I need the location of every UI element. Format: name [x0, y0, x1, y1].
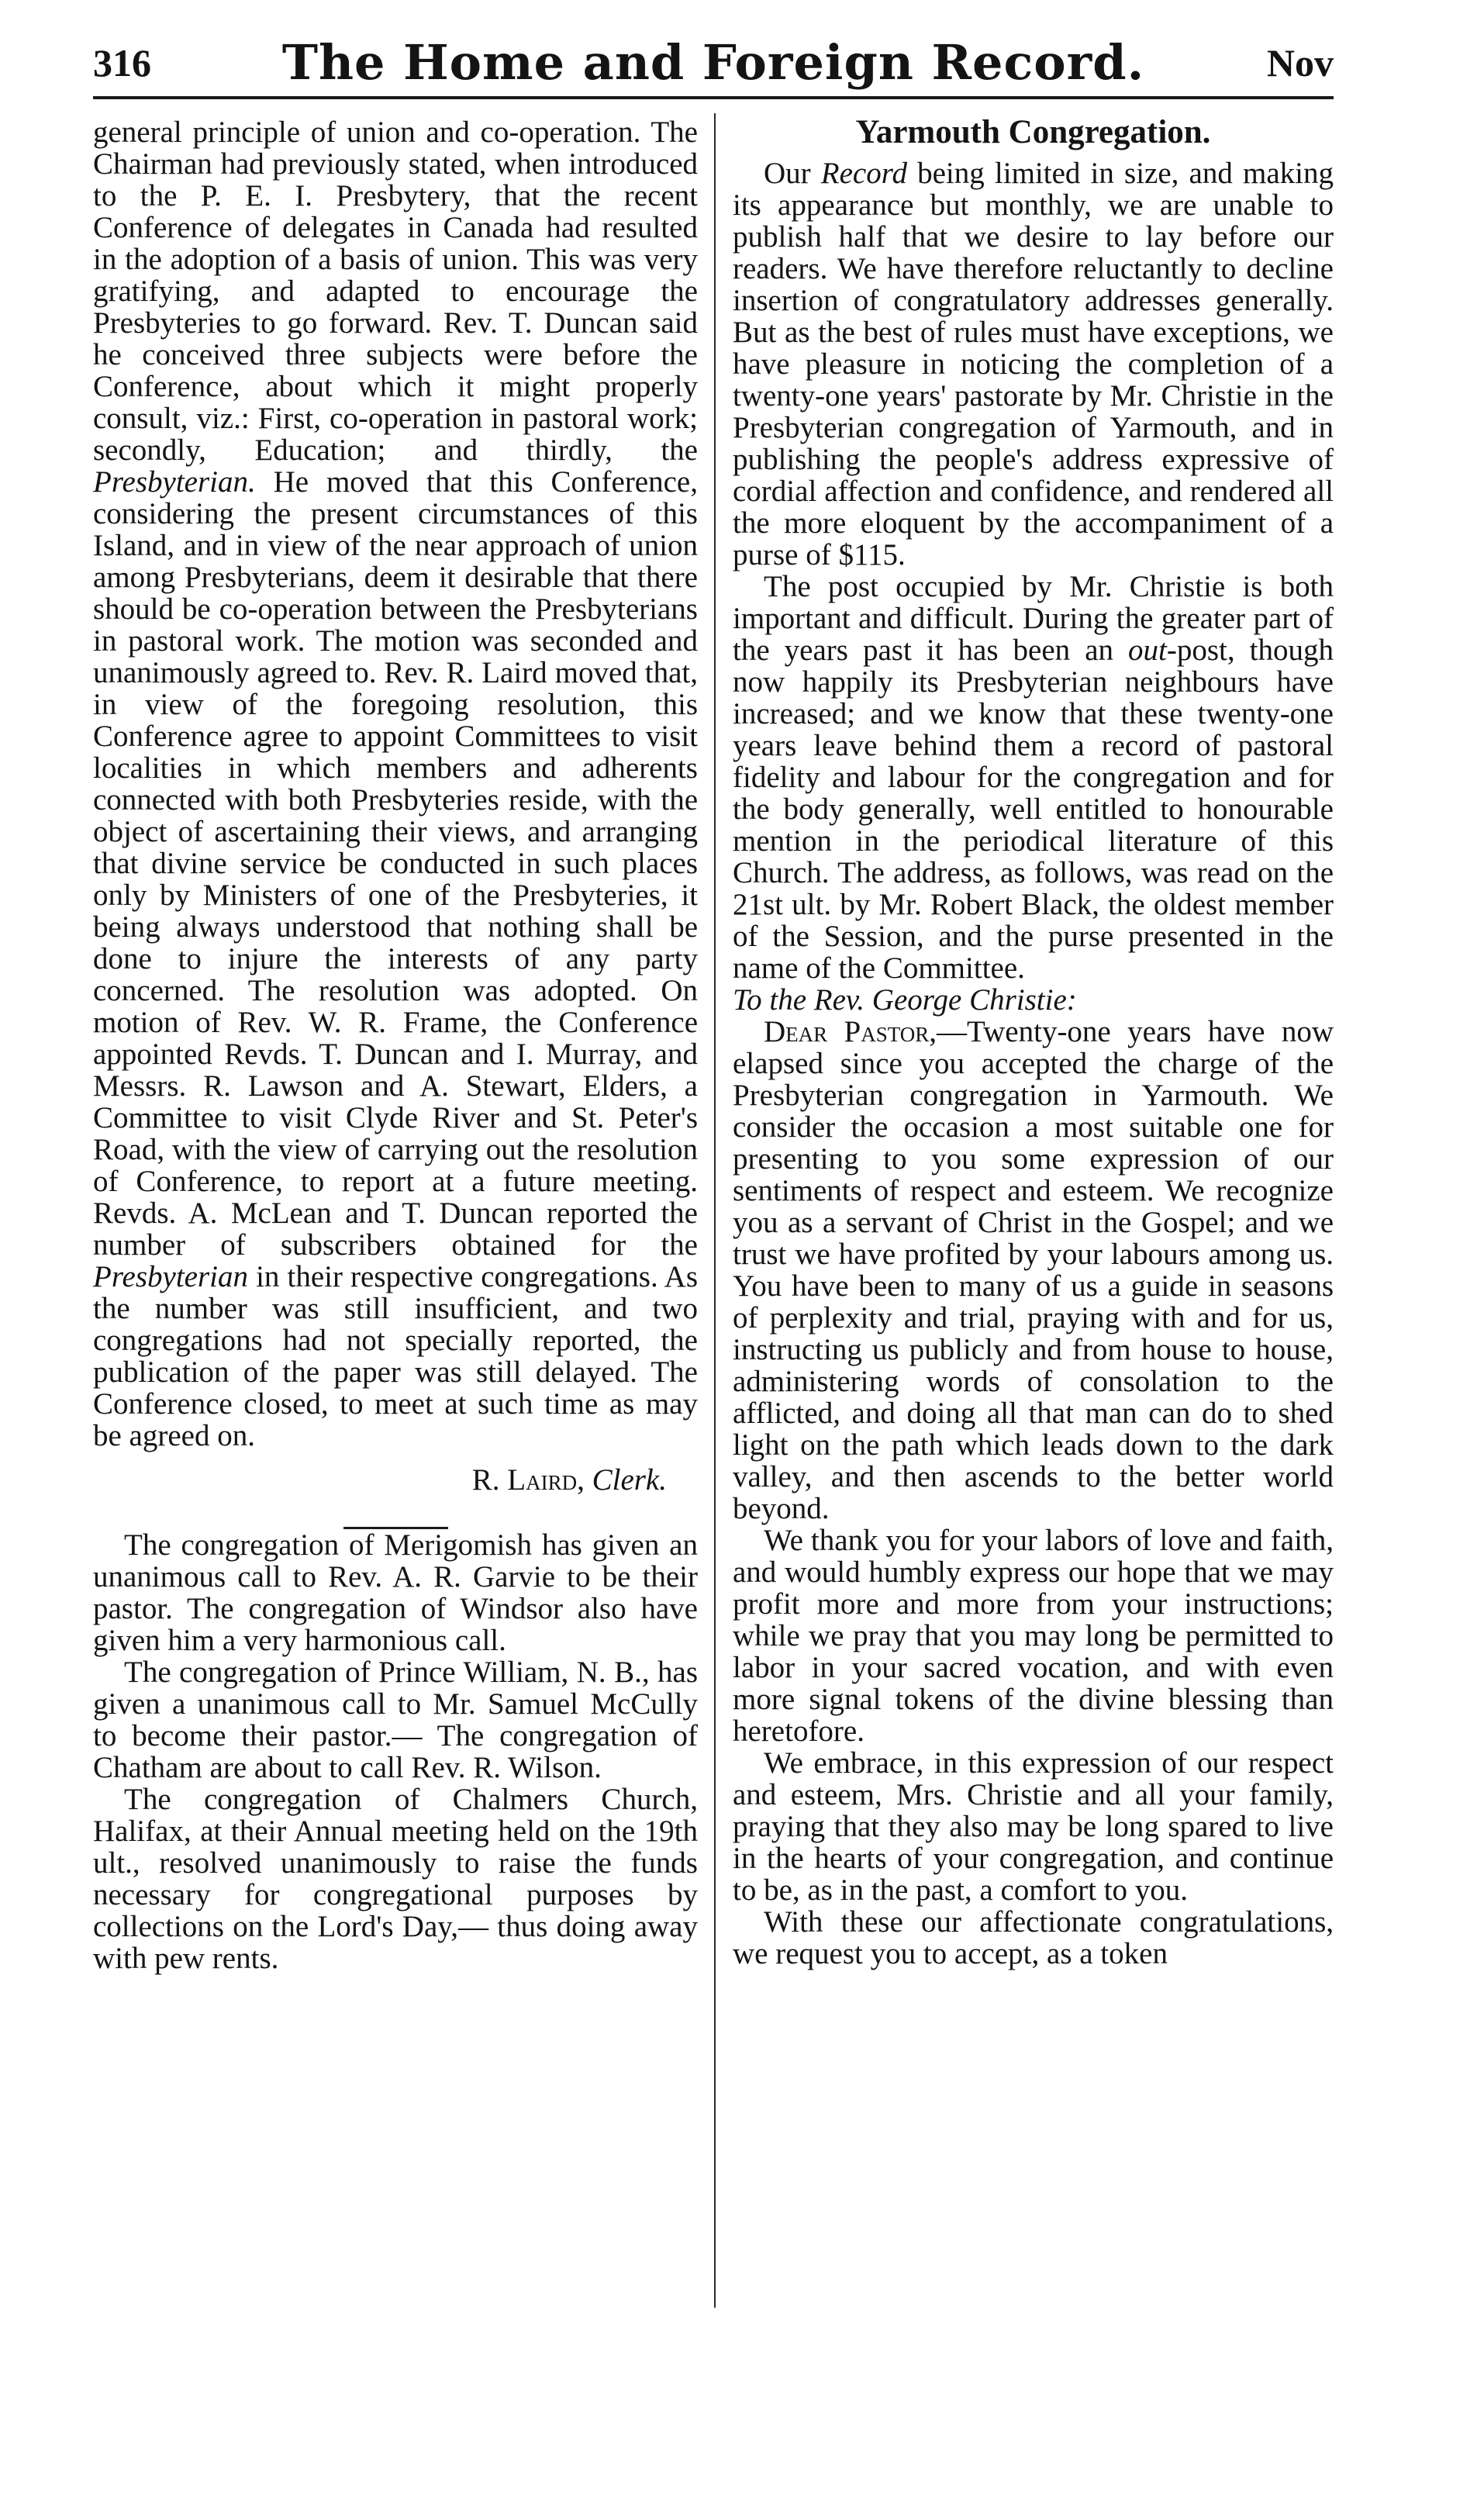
- column-divider: [714, 113, 716, 2308]
- record-paragraph: Our Record being limited in size, and making its appearance but monthly, we are unable to publish half that we desire to lay before our readers. We have therefore reluctantly to decline insertion of congratulatory addresses generally. But as the best of rules must have exceptions, we have pleasure in noticing the completion of a twenty-one years' pastorate by Mr. Christie in the Presbyterian congregation of Yarmouth, and in publishing the people's address expressive of cordial affection and confidence, and rendered all the more eloquent by the accompaniment of a purse of $115.: [733, 157, 1334, 571]
- page-number: 316: [93, 41, 151, 85]
- chalmers-church-paragraph: The congregation of Chalmers Church, Halifax, at their Annual meeting held on the 19th ult., resolved unanimously to raise the funds necessary for congregational purposes by collections on the Lord's Day,— thus doing away with pew rents.: [93, 1783, 698, 1975]
- conference-report-paragraph: general principle of union and co-operation. The Chairman had previously stated, when introduced to the P. E. I. Presbytery, that the recent Conference of delegates in Canada had resulted in the adoption of a basis of union. This was very gratifying, and adapted to encourage the Presbyteries to go forward. Rev. T. Duncan said he conceived three subjects were before the Conference, about which it might properly consult, viz.: First, co-operation in pastoral work; secondly, Education; and thirdly, the Presbyterian. He moved that this Conference, considering the present circumstances of this Island, and in view of the near approach of union among Presbyterians, deem it desirable that there should be co-operation between the Presbyterians in pastoral work. The motion was seconded and unanimously agreed to. Rev. R. Laird moved that, in view of the foregoing resolution, this Conference agree to appoint Committees to visit localities in which members and adherents connected with both Presbyteries reside, with the object of ascertaining their views, and arranging that divine service be conducted in such places only by Ministers of one of the Presbyteries, it being always understood that nothing shall be done to injure the interests of any party concerned. The resolution was adopted. On motion of Rev. W. R. Frame, the Conference appointed Revds. T. Duncan and I. Murray, and Messrs. R. Lawson and A. Stewart, Elders, a Committee to visit Clyde River and St. Peter's Road, with the view of carrying out the resolution of Conference, to report at a future meeting. Revds. A. McLean and T. Duncan reported the number of subscribers obtained for the Presbyterian in their respective congregations. As the number was still insufficient, and two congregations had not specially reported, the publication of the paper was still delayed. The Conference closed, to meet at such time as may be agreed on.: [93, 116, 698, 1452]
- page-header: [93, 28, 1334, 99]
- italic-presbyterian: Presbyterian.: [93, 465, 256, 499]
- italic-out: out: [1128, 634, 1167, 667]
- clerk-signature: [93, 1464, 667, 1496]
- section-heading: Yarmouth Congregation.: [855, 114, 1211, 150]
- address-salutation: To the Rev. George Christie:: [733, 983, 1077, 1017]
- dear-pastor: Dear Pastor,: [764, 1015, 937, 1048]
- merigomish-paragraph: The congregation of Merigomish has given an unanimous call to Rev. A. R. Garvie to be their pastor. The congregation of Windsor also have given him a very harmonious call.: [93, 1528, 698, 1657]
- address-paragraph: With these our affectionate congratulations, we request you to accept, as a token: [733, 1905, 1334, 1970]
- journal-title: The Home and Foreign Record.: [281, 34, 1145, 91]
- signature-name: R. Laird,: [471, 1463, 585, 1497]
- italic-record: Record: [820, 157, 907, 190]
- address-paragraph: We embrace, in this expression of our respect and esteem, Mrs. Christie and all your family, praying that they also may be long spared to live in the hearts of your congregation, and continue to be, as in the past, a comfort to you.: [733, 1746, 1334, 1907]
- italic-presbyterian: Presbyterian: [93, 1260, 249, 1293]
- left-column: [93, 116, 698, 1974]
- signature-title: Clerk.: [592, 1463, 667, 1497]
- address-paragraph: Dear Pastor,—Twenty-one years have now elapsed since you accepted the charge of the Presbyterian congregation in Yarmouth. We consider the occasion a most suitable one for presenting to you some expression of our sentiments of respect and esteem. We recognize you as a servant of Christ in the Gospel; and we trust we have profited by your labours among us. You have been to many of us a guide in seasons of perplexity and trial, praying with and for us, instructing us publicly and from house to house, administering words of consolation to the afflicted, and doing all that man can do to shed light on the path which leads down to the dark valley, and then ascends to the better world beyond.: [733, 1015, 1334, 1525]
- post-paragraph: The post occupied by Mr. Christie is both important and difficult. During the greater part of the years past it has been an out-post, though now happily its Presbyterian neighbours have increased; and we know that these twenty-one years leave behind them a record of pastoral fidelity and labour for the congregation and for the body generally, well entitled to honourable mention in the periodical literature of this Church. The address, as follows, was read on the 21st ult. by Mr. Robert Black, the oldest member of the Session, and the purse presented in the name of the Committee.: [733, 570, 1334, 985]
- right-column: [733, 116, 1334, 1970]
- header-rule: [93, 96, 1334, 99]
- header-month: Nov: [1266, 41, 1334, 85]
- address-paragraph: We thank you for your labors of love and faith, and would humbly express our hope that we may profit more and more from your instructions; while we pray that you may long be permitted to labor in your sacred vocation, and with even more signal tokens of the divine blessing than heretofore.: [733, 1524, 1334, 1748]
- prince-william-paragraph: The congregation of Prince William, N. B., has given a unanimous call to Mr. Samuel McCully to become their pastor.— The congregation of Chatham are about to call Rev. R. Wilson.: [93, 1656, 698, 1784]
